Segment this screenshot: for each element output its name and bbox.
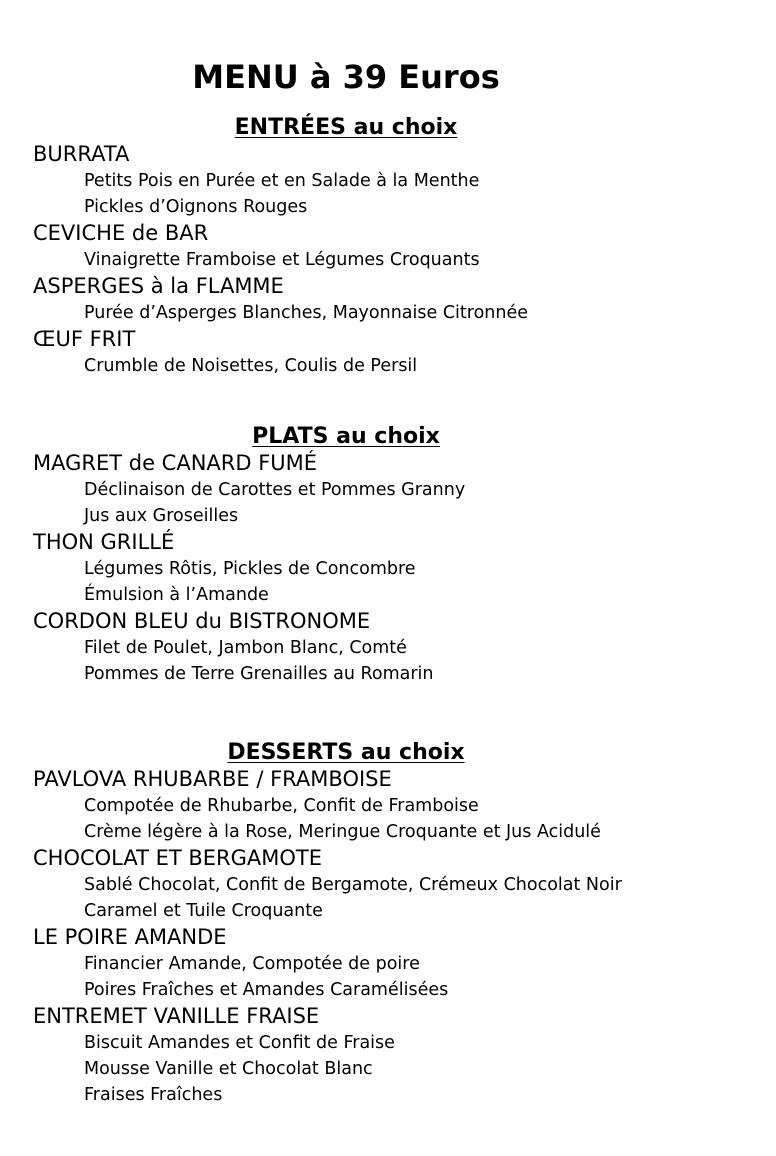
dish-name: BURRATA <box>33 142 130 166</box>
dish-description-line: Sablé Chocolat, Confit de Bergamote, Crémeux Chocolat Noir <box>84 875 622 895</box>
dish-description-line: Légumes Rôtis, Pickles de Concombre <box>84 559 416 579</box>
dish-description-line: Poires Fraîches et Amandes Caramélisées <box>84 980 449 1000</box>
dish-name: CHOCOLAT ET BERGAMOTE <box>33 846 323 870</box>
dish-ceviche-de-bar <box>33 220 773 273</box>
dish-thon-grille <box>33 529 773 608</box>
dish-name: ŒUF FRIT <box>33 327 136 351</box>
dish-description-line: Pickles d’Oignons Rouges <box>84 197 308 217</box>
dish-name: ASPERGES à la FLAMME <box>33 274 284 298</box>
dish-oeuf-frit <box>33 326 773 379</box>
dish-asperges-a-la-flamme <box>33 273 773 326</box>
dish-burrata <box>33 141 773 220</box>
dish-name: CEVICHE de BAR <box>33 221 209 245</box>
dish-description-line: Petits Pois en Purée et en Salade à la Menthe <box>84 171 480 191</box>
dish-description-line: Purée d’Asperges Blanches, Mayonnaise Citronnée <box>84 303 529 323</box>
dish-description-line: Biscuit Amandes et Confit de Fraise <box>84 1033 395 1053</box>
dish-description-line: Caramel et Tuile Croquante <box>84 901 323 921</box>
dish-entremet-vanille-fraise <box>33 1003 773 1108</box>
dish-list-entrees <box>33 141 773 379</box>
dish-description-line: Mousse Vanille et Chocolat Blanc <box>84 1059 373 1079</box>
dish-chocolat-et-bergamote <box>33 845 773 924</box>
dish-description-line: Financier Amande, Compotée de poire <box>84 954 420 974</box>
dish-description-line: Déclinaison de Carottes et Pommes Granny <box>84 480 466 500</box>
dish-description-line: Crumble de Noisettes, Coulis de Persil <box>84 356 418 376</box>
dish-description-line: Vinaigrette Framboise et Légumes Croquants <box>84 250 480 270</box>
section-heading-desserts: DESSERTS au choix <box>227 740 465 766</box>
dish-name: LE POIRE AMANDE <box>33 925 227 949</box>
dish-list-desserts <box>33 766 773 1108</box>
dish-list-plats <box>33 450 773 687</box>
dish-le-poire-amande <box>33 924 773 1003</box>
dish-magret-de-canard-fume <box>33 450 773 529</box>
dish-cordon-bleu-du-bistronome <box>33 608 773 687</box>
dish-description-line: Filet de Poulet, Jambon Blanc, Comté <box>84 638 407 658</box>
dish-description-line: Émulsion à l’Amande <box>84 585 269 605</box>
dish-description-line: Crème légère à la Rose, Meringue Croquante et Jus Acidulé <box>84 822 601 842</box>
dish-description-line: Pommes de Terre Grenailles au Romarin <box>84 664 434 684</box>
dish-name: MAGRET de CANARD FUMÉ <box>33 451 318 475</box>
dish-pavlova-rhubarbe-framboise <box>33 766 773 845</box>
dish-description-line: Compotée de Rhubarbe, Confit de Framboise <box>84 796 479 816</box>
menu-title: MENU à 39 Euros <box>192 58 500 97</box>
dish-description-line: Fraises Fraîches <box>84 1085 223 1105</box>
dish-name: PAVLOVA RHUBARBE / FRAMBOISE <box>33 767 392 791</box>
section-heading-plats: PLATS au choix <box>252 424 440 450</box>
dish-name: CORDON BLEU du BISTRONOME <box>33 609 371 633</box>
dish-name: THON GRILLÉ <box>33 530 175 554</box>
dish-description-line: Jus aux Groseilles <box>84 506 239 526</box>
dish-name: ENTREMET VANILLE FRAISE <box>33 1004 320 1028</box>
section-heading-entrees: ENTRÉES au choix <box>234 115 458 141</box>
